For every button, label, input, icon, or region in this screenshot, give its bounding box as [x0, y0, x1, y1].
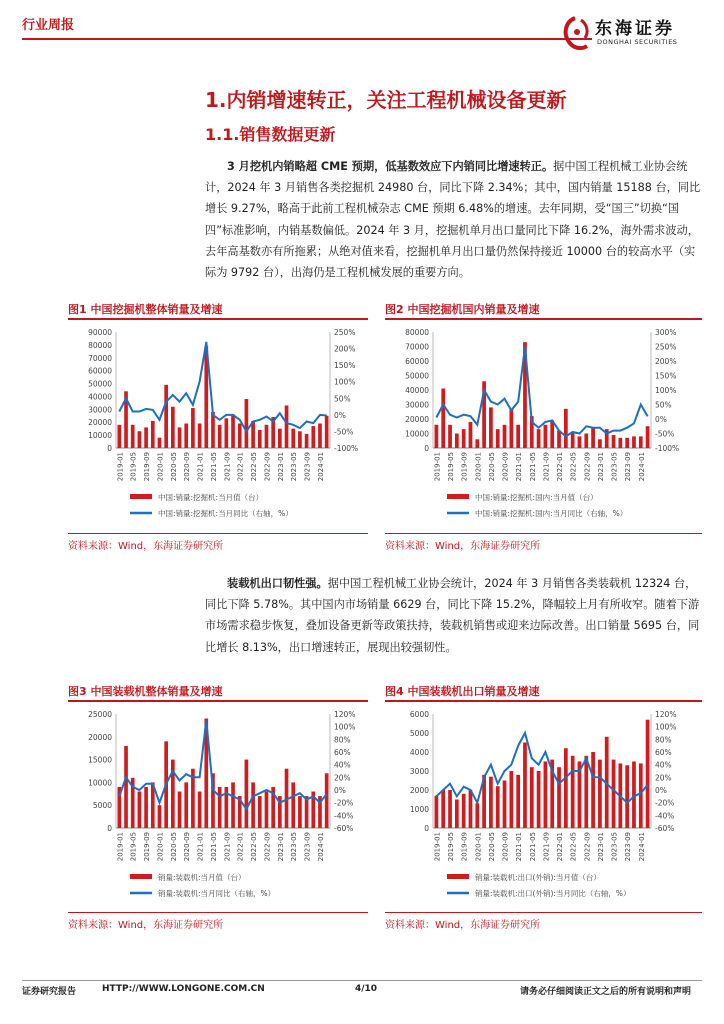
bar	[158, 438, 162, 448]
bar	[625, 438, 629, 448]
y-tick-label-left: 10000	[88, 431, 112, 441]
x-tick-label: 2023-09	[303, 832, 312, 862]
bar	[131, 425, 135, 448]
x-tick-label: 2019-09	[143, 452, 152, 482]
section-tag: 行业周报	[22, 18, 75, 33]
logo-text-en: DONGHAI SECURITIES	[597, 38, 678, 46]
y-tick-label-right: 60%	[334, 748, 351, 757]
x-tick-label: 2022-09	[263, 452, 272, 482]
bar	[318, 424, 322, 448]
bar	[198, 792, 202, 828]
bar	[441, 389, 445, 448]
bar	[298, 796, 302, 828]
y-tick-label-left: 40000	[405, 386, 429, 395]
x-tick-label: 2019-05	[129, 452, 138, 482]
y-tick-label-right: 50%	[334, 394, 351, 404]
y-tick-label-left: 0	[107, 444, 112, 453]
f4-svg	[385, 704, 702, 909]
footer-label: 证券研究报告	[22, 987, 77, 997]
y-tick-label-right: -60%	[334, 824, 354, 833]
x-tick-label: 2022-01	[236, 832, 245, 862]
paragraph-loader	[205, 573, 702, 658]
bar	[231, 782, 235, 828]
logo-text-cn: 东海证券	[595, 19, 675, 39]
figure-3-title: 图3 中国装载机整体销量及增速	[68, 685, 223, 698]
bar	[218, 425, 222, 448]
legend-bar-swatch	[447, 874, 469, 879]
figure-1-source: 资料来源：Wind，东海证券研究所	[68, 541, 224, 552]
y-tick-label-left: 30000	[405, 400, 429, 410]
y-tick-label-right: -50%	[334, 427, 354, 437]
x-tick-label: 2022-01	[556, 832, 565, 862]
y-tick-label-left: 70000	[405, 342, 429, 352]
paragraph-body: 据中国工程机械工业协会统计，2024 年 3 月销售各类装载机 12324 台，同比下降 5.78%。其中国内市场销量 6629 台，同比下降 15.2%，降幅较上月有所收窄。随着下游市场需求稳步恢复，叠加设备更新等政策扶持，装载机销售或迎来边际改善。出口销量 5695 台，同比增长 8.13%，出口增速转正，展现出较强韧性。	[205, 577, 700, 654]
figure-4-bottom-rule	[385, 912, 702, 913]
bar	[509, 771, 513, 828]
bar	[245, 760, 249, 828]
bar	[291, 782, 295, 828]
y-tick-label-left: 40000	[88, 392, 112, 402]
y-tick-label-right: 250%	[334, 328, 356, 337]
x-tick-label: 2021-05	[209, 452, 218, 482]
bar	[218, 787, 222, 828]
x-tick-label: 2021-01	[515, 452, 524, 482]
figure-1-title: 图1 中国挖掘机整体销量及增速	[68, 303, 223, 316]
bar	[530, 767, 534, 828]
y-tick-label-right: 150%	[334, 361, 356, 371]
x-tick-label: 2019-01	[433, 832, 442, 862]
y-tick-label-right: 0%	[334, 410, 346, 420]
y-tick-label-right: 300%	[655, 328, 677, 337]
bar	[238, 424, 242, 448]
bar	[325, 416, 329, 448]
x-tick-label: 2022-09	[583, 832, 592, 862]
y-tick-label-left: 4000	[409, 748, 429, 757]
x-tick-label: 2020-09	[501, 452, 510, 482]
legend-line-label: 中国:销量:挖掘机:国内:当月同比（右轴，%）	[475, 509, 628, 518]
y-tick-label-right: 80%	[334, 735, 351, 745]
x-tick-label: 2019-09	[460, 832, 469, 862]
x-tick-label: 2019-01	[116, 832, 125, 862]
bar	[578, 436, 582, 448]
x-tick-label: 2021-09	[542, 452, 551, 482]
bar	[265, 792, 269, 828]
legend-bar-label: 中国:销量:挖掘机:当月值（台）	[158, 493, 264, 502]
bar	[591, 428, 595, 448]
x-tick-label: 2020-01	[156, 832, 165, 862]
x-tick-label: 2022-05	[250, 452, 259, 482]
bar	[435, 425, 439, 448]
figure-4-title: 图4 中国装载机出口销量及增速	[385, 685, 540, 698]
bar	[618, 438, 622, 448]
bar	[496, 429, 500, 448]
page-number: 4/10	[355, 984, 378, 994]
series-line	[119, 342, 326, 432]
y-tick-label-right: 120%	[655, 710, 677, 719]
y-tick-label-left: 20000	[88, 732, 112, 742]
series-line	[119, 720, 326, 809]
bar	[138, 792, 142, 828]
bar	[198, 424, 202, 448]
figure-2-source: 资料来源：Wind，东海证券研究所	[385, 541, 541, 552]
legend-bar-swatch	[130, 494, 152, 499]
f1-svg	[68, 322, 368, 530]
y-tick-label-left: 50000	[88, 379, 112, 389]
bar	[285, 405, 289, 448]
bar	[557, 431, 561, 448]
legend-bar-swatch	[130, 874, 152, 879]
bar	[184, 782, 188, 828]
y-tick-label-left: 60000	[405, 357, 429, 366]
x-tick-label: 2023-01	[596, 832, 605, 862]
x-tick-label: 2022-01	[556, 452, 565, 482]
x-tick-label: 2023-01	[276, 832, 285, 862]
bar	[118, 425, 122, 448]
x-tick-label: 2023-09	[303, 452, 312, 482]
x-tick-label: 2021-01	[196, 452, 205, 482]
bar	[455, 800, 459, 829]
y-tick-label-right: -50%	[655, 429, 675, 439]
bar	[639, 436, 643, 448]
y-tick-label-left: 0	[424, 444, 429, 453]
y-tick-label-left: 20000	[88, 418, 112, 428]
y-tick-label-right: -100%	[334, 444, 359, 453]
x-tick-label: 2020-09	[183, 452, 192, 482]
bar	[612, 435, 616, 448]
x-tick-label: 2021-05	[528, 452, 537, 482]
f3-svg	[68, 704, 368, 909]
bar	[311, 426, 315, 448]
bar	[469, 422, 473, 448]
x-tick-label: 2019-05	[129, 832, 138, 862]
paragraph-lead: 装载机出口韧性强。	[227, 577, 328, 590]
y-tick-label-left: 0	[107, 824, 112, 833]
bar	[489, 407, 493, 448]
y-tick-label-left: 90000	[88, 328, 112, 337]
y-tick-label-right: 0%	[655, 415, 667, 424]
bar	[138, 431, 142, 448]
y-tick-label-right: 60%	[655, 748, 672, 757]
bar	[305, 796, 309, 828]
legend-bar-swatch	[447, 494, 469, 499]
y-tick-label-left: 50000	[405, 371, 429, 381]
x-tick-label: 2022-05	[250, 832, 259, 862]
x-tick-label: 2019-09	[460, 452, 469, 482]
logo-mark-icon	[557, 14, 593, 54]
legend-bar-label: 中国:销量:挖掘机:国内:当月值（台）	[475, 493, 598, 502]
y-tick-label-left: 10000	[88, 778, 112, 788]
x-tick-label: 2023-01	[596, 452, 605, 482]
x-tick-label: 2021-09	[542, 832, 551, 862]
legend-bar-label: 销量:装载机:出口(外销):当月值（台）	[475, 873, 601, 882]
x-tick-label: 2021-01	[515, 832, 524, 862]
y-tick-label-right: 40%	[334, 760, 351, 770]
y-tick-label-left: 3000	[409, 767, 429, 776]
y-tick-label-right: 0%	[334, 786, 346, 795]
figure-2-rule	[385, 318, 702, 320]
bar	[158, 805, 162, 828]
x-tick-label: 2023-05	[290, 832, 299, 862]
bar	[455, 434, 459, 449]
bar	[178, 427, 182, 448]
figure-1-bottom-rule	[68, 533, 368, 534]
legend-line-label: 中国:销量:挖掘机:当月同比（右轴，%）	[158, 509, 293, 518]
bar	[291, 429, 295, 448]
y-tick-label-right: -60%	[655, 824, 675, 833]
x-tick-label: 2023-09	[624, 452, 633, 482]
figure-2-bottom-rule	[385, 533, 702, 534]
y-tick-label-left: 20000	[405, 415, 429, 424]
y-tick-label-left: 5000	[409, 729, 429, 738]
bar	[598, 760, 602, 828]
figure-3-source: 资料来源：Wind，东海证券研究所	[68, 920, 224, 931]
company-logo	[555, 12, 705, 56]
y-tick-label-right: -40%	[655, 811, 675, 821]
bar	[164, 385, 168, 448]
x-tick-label: 2019-01	[116, 452, 125, 482]
x-tick-label: 2023-09	[624, 832, 633, 862]
bar	[591, 752, 595, 828]
y-tick-label-right: -40%	[334, 811, 354, 821]
y-tick-label-right: 40%	[655, 760, 672, 770]
bar	[265, 425, 269, 448]
bar	[211, 412, 215, 448]
figure-2-title: 图2 中国挖掘机国内销量及增速	[385, 303, 540, 316]
x-tick-label: 2020-01	[474, 452, 483, 482]
y-tick-label-left: 6000	[409, 710, 429, 719]
y-tick-label-left: 1000	[409, 805, 429, 814]
bar	[144, 787, 148, 828]
bar	[544, 425, 548, 448]
bar	[144, 427, 148, 448]
bar	[305, 434, 309, 448]
bar	[537, 429, 541, 448]
x-tick-label: 2022-01	[236, 452, 245, 482]
bar	[448, 790, 452, 828]
legend-line-label: 销量:装载机:当月同比（右轴，%）	[158, 889, 276, 898]
x-tick-label: 2021-05	[209, 832, 218, 862]
bar	[564, 409, 568, 448]
y-tick-label-right: 100%	[334, 377, 356, 387]
y-tick-label-right: -20%	[334, 798, 354, 808]
y-tick-label-right: 200%	[334, 344, 356, 354]
bar	[258, 430, 262, 448]
x-tick-label: 2024-01	[316, 832, 325, 862]
y-tick-label-right: 0%	[655, 786, 667, 795]
bar	[475, 439, 479, 448]
bar	[557, 767, 561, 828]
y-tick-label-right: 100%	[655, 386, 677, 395]
x-tick-label: 2023-05	[290, 452, 299, 482]
y-tick-label-right: 80%	[655, 735, 672, 745]
figure-1-chart	[68, 322, 368, 530]
x-tick-label: 2020-05	[487, 832, 496, 862]
y-tick-label-right: 120%	[334, 710, 356, 719]
y-tick-label-right: 250%	[655, 342, 677, 352]
series-line	[436, 733, 647, 803]
x-tick-label: 2021-09	[223, 832, 232, 862]
bar	[584, 434, 588, 449]
bar	[584, 756, 588, 828]
bar	[503, 425, 507, 448]
x-tick-label: 2024-01	[316, 452, 325, 482]
bar	[245, 399, 249, 448]
bar	[625, 765, 629, 828]
y-tick-label-left: 2000	[409, 786, 429, 795]
bar	[151, 421, 155, 448]
figure-3-rule	[68, 700, 368, 702]
x-tick-label: 2019-05	[447, 452, 456, 482]
y-tick-label-left: 80000	[88, 340, 112, 350]
figure-3-chart	[68, 704, 368, 909]
bar	[496, 786, 500, 828]
x-tick-label: 2020-05	[169, 452, 178, 482]
paragraph-lead: 3 月挖机内销略超 CME 预期，低基数效应下内销同比增速转正。	[227, 160, 554, 173]
bar	[178, 792, 182, 828]
footer-disclaimer: 请务必仔细阅读正文之后的所有说明和声明	[520, 987, 692, 997]
x-tick-label: 2019-09	[143, 832, 152, 862]
y-tick-label-left: 30000	[88, 405, 112, 415]
figure-4-chart	[385, 704, 702, 909]
x-tick-label: 2022-05	[569, 832, 578, 862]
y-tick-label-left: 15000	[88, 755, 112, 765]
bar	[550, 420, 554, 448]
bar	[448, 425, 452, 448]
section-heading: 1.内销增速转正，关注工程机械设备更新	[205, 88, 567, 112]
paragraph-body: 据中国工程机械工业协会统计，2024 年 3 月销售各类挖掘机 24980 台，同比下降 2.34%；其中，国内销量 15188 台，同比增长 9.27%，略高于此前工程机械杂志 CME 预期 6.48%的增速。去年同期，受“国三”切换“国四”标准影响，内销基数偏低。2024 年 3 月，挖掘机单月出口量同比下降 16.2%，海外需求波动，去年高基数亦有所拖累；从绝对值来看，挖掘机单月出口量仍然保持接近 10000 台的较高水平（实际为 9792 台），出海仍是工程机械发展的重要方向。	[205, 160, 701, 280]
y-tick-label-right: 200%	[655, 357, 677, 366]
bar	[571, 756, 575, 828]
legend-line-label: 销量:装载机:出口(外销):当月同比（右轴，%）	[475, 889, 631, 898]
x-tick-label: 2024-01	[637, 832, 646, 862]
y-tick-label-right: 20%	[655, 773, 672, 783]
x-tick-label: 2022-05	[569, 452, 578, 482]
x-tick-label: 2020-05	[169, 832, 178, 862]
bar	[462, 794, 466, 828]
legend-bar-label: 销量:装载机:当月值（台）	[158, 873, 246, 882]
bar	[475, 803, 479, 828]
x-tick-label: 2019-05	[447, 832, 456, 862]
bar	[171, 407, 175, 448]
x-tick-label: 2021-09	[223, 452, 232, 482]
figure-4-rule	[385, 700, 702, 702]
bar	[124, 746, 128, 828]
y-tick-label-right: -100%	[655, 444, 680, 453]
bar	[646, 720, 650, 828]
f2-svg	[385, 322, 702, 530]
header-rule	[22, 38, 592, 40]
bar	[571, 432, 575, 448]
y-tick-label-right: 150%	[655, 371, 677, 381]
bar	[598, 439, 602, 448]
bar	[469, 790, 473, 828]
footer-url[interactable]: HTTP://WWW.LONGONE.COM.CN	[102, 984, 265, 994]
bar	[639, 763, 643, 828]
figure-1-rule	[68, 318, 368, 320]
figure-3-bottom-rule	[68, 912, 368, 913]
x-tick-label: 2020-05	[487, 452, 496, 482]
bar	[441, 790, 445, 828]
bar	[462, 429, 466, 448]
x-tick-label: 2020-01	[156, 452, 165, 482]
x-tick-label: 2022-09	[583, 452, 592, 482]
bar	[258, 796, 262, 828]
bar	[646, 426, 650, 448]
y-tick-label-left: 80000	[405, 328, 429, 337]
bar	[184, 424, 188, 448]
figure-4-source: 资料来源：Wind，东海证券研究所	[385, 920, 541, 931]
x-tick-label: 2023-01	[276, 452, 285, 482]
bar	[516, 775, 520, 828]
bar	[325, 773, 329, 828]
y-tick-label-right: 50%	[655, 400, 672, 410]
bar	[564, 748, 568, 828]
series-line	[436, 347, 647, 437]
bar	[231, 414, 235, 448]
y-tick-label-right: 20%	[334, 773, 351, 783]
bar	[191, 408, 195, 448]
x-tick-label: 2020-09	[501, 832, 510, 862]
bar	[544, 762, 548, 829]
y-tick-label-left: 10000	[405, 429, 429, 439]
footer-rule	[22, 980, 702, 981]
bar	[298, 431, 302, 448]
bar	[251, 782, 255, 828]
bar	[225, 418, 229, 448]
y-tick-label-left: 0	[424, 824, 429, 833]
x-tick-label: 2023-05	[610, 832, 619, 862]
bar	[489, 777, 493, 828]
y-tick-label-left: 60000	[88, 366, 112, 376]
bar	[516, 425, 520, 448]
y-tick-label-right: 100%	[334, 722, 356, 732]
figure-2-chart	[385, 322, 702, 530]
bar	[435, 796, 439, 828]
x-tick-label: 2023-05	[610, 452, 619, 482]
paragraph-excavator	[205, 156, 702, 283]
bar	[612, 760, 616, 828]
x-tick-label: 2022-09	[263, 832, 272, 862]
x-tick-label: 2021-01	[196, 832, 205, 862]
x-tick-label: 2020-01	[474, 832, 483, 862]
bar	[503, 781, 507, 829]
x-tick-label: 2020-09	[183, 832, 192, 862]
y-tick-label-left: 5000	[92, 801, 112, 811]
x-tick-label: 2024-01	[637, 452, 646, 482]
bar	[537, 771, 541, 828]
y-tick-label-left: 70000	[88, 353, 112, 363]
subsection-heading: 1.1.销售数据更新	[205, 125, 336, 144]
bar	[278, 429, 282, 448]
x-tick-label: 2021-05	[528, 832, 537, 862]
x-tick-label: 2019-01	[433, 452, 442, 482]
y-tick-label-right: 100%	[655, 722, 677, 732]
bar	[632, 436, 636, 448]
bar	[523, 743, 527, 829]
y-tick-label-left: 25000	[88, 710, 112, 719]
bar	[509, 409, 513, 448]
y-tick-label-right: -20%	[655, 798, 675, 808]
